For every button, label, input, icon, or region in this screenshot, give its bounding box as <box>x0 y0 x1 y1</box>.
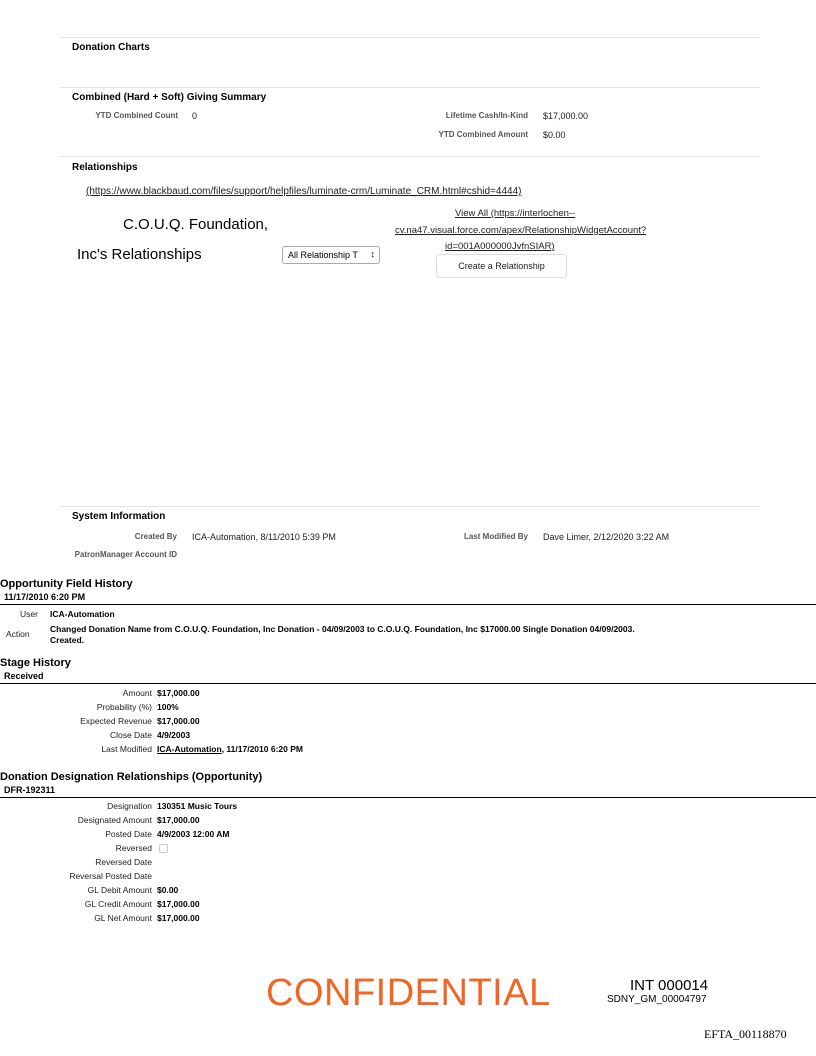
org-name-line1: C.O.U.Q. Foundation, <box>123 216 269 233</box>
stage-row-label: Probability (%) <box>96 702 152 712</box>
action-label: Action <box>6 629 30 639</box>
patron-account-label: PatronManager Account ID <box>74 550 177 559</box>
system-info-title: System Information <box>72 511 166 522</box>
designation-row-value: $17,000.00 <box>157 815 200 825</box>
giving-summary-title: Combined (Hard + Soft) Giving Summary <box>72 92 267 103</box>
int-number: INT 000014 <box>630 977 709 994</box>
designation-title: Donation Designation Relationships (Opportunity) <box>0 771 263 783</box>
stage-name: Received <box>4 671 44 681</box>
efta-number: EFTA_00118870 <box>704 1027 787 1041</box>
ytd-amount-value: $0.00 <box>543 130 566 140</box>
stage-row-value: 4/9/2003 <box>157 730 191 740</box>
designation-row-value: 4/9/2003 12:00 AM <box>157 829 230 839</box>
divider <box>60 37 760 38</box>
user-value: ICA-Automation <box>50 609 115 619</box>
designation-row-label: Reversed <box>115 843 152 853</box>
field-history-title: Opportunity Field History <box>0 578 133 590</box>
relationship-type-value: All Relationship T <box>288 250 358 260</box>
stage-row-value: $17,000.00 <box>157 688 200 698</box>
designation-row-label: GL Debit Amount <box>87 885 152 895</box>
ytd-count-label: YTD Combined Count <box>95 111 178 120</box>
designation-row-label: GL Credit Amount <box>84 899 152 909</box>
confidential-stamp: CONFIDENTIAL <box>266 972 551 1014</box>
help-link[interactable]: (https://www.blackbaud.com/files/support/helpfiles/luminate-crm/Luminate_CRM.html#cshid=4444) <box>86 186 522 197</box>
stage-row-value: 100% <box>157 702 179 712</box>
divider <box>60 156 760 157</box>
divider <box>60 87 760 88</box>
last-modified-label: Last Modified By <box>463 532 528 541</box>
action-value-line1: Changed Donation Name from C.O.U.Q. Foundation, Inc Donation - 04/09/2003 to C.O.U.Q. Foundation, Inc $17000.00 Single Donation 04/09/2003. <box>50 624 635 634</box>
reversed-checkbox[interactable] <box>159 844 168 853</box>
designation-row-label: Reversed Date <box>95 857 152 867</box>
created-by-value: ICA-Automation, 8/11/2010 5:39 PM <box>192 532 336 542</box>
last-modified-user-link[interactable]: ICA-Automation <box>157 744 222 754</box>
divider <box>0 604 816 605</box>
designation-row-label: Designated Amount <box>77 815 152 825</box>
designation-row-value: $17,000.00 <box>157 913 200 923</box>
designation-row-value: $0.00 <box>157 885 179 895</box>
relationship-type-select[interactable] <box>282 246 380 264</box>
stage-row-label: Close Date <box>109 730 152 740</box>
designation-id: DFR-192311 <box>4 785 56 795</box>
designation-row-value: 130351 Music Tours <box>157 801 238 811</box>
action-value-line2: Created. <box>50 635 85 645</box>
divider <box>60 506 760 507</box>
stage-history-title: Stage History <box>0 657 71 669</box>
org-name-line2: Inc's Relationships <box>77 246 202 263</box>
donation-charts-title: Donation Charts <box>72 42 150 53</box>
lifetime-label: Lifetime Cash/In-Kind <box>445 111 528 120</box>
user-label: User <box>20 609 38 619</box>
designation-row-label: Posted Date <box>105 829 152 839</box>
view-all-link-line2[interactable]: cv.na47.visual.force.com/apex/RelationshipWidgetAccount? <box>395 225 647 236</box>
ytd-count-value: 0 <box>192 111 198 121</box>
last-modified-value: Dave Limer, 2/12/2020 3:22 AM <box>543 532 670 542</box>
view-all-link-line1[interactable]: View All (https://interlochen-- <box>455 208 576 219</box>
stage-last-modified-label: Last Modified <box>101 744 152 754</box>
last-modified-date: , 11/17/2010 6:20 PM <box>221 744 303 754</box>
field-history-date: 11/17/2010 6:20 PM <box>4 592 86 602</box>
select-arrows-icon: ↕ <box>370 249 375 259</box>
create-relationship-button[interactable]: Create a Relationship <box>436 254 567 278</box>
divider <box>0 683 816 684</box>
designation-row-value: $17,000.00 <box>157 899 200 909</box>
created-by-label: Created By <box>134 532 177 541</box>
ytd-amount-label: YTD Combined Amount <box>438 130 528 139</box>
relationships-title: Relationships <box>72 162 138 173</box>
designation-row-label: Designation <box>107 801 152 811</box>
designation-row-label: Reversal Posted Date <box>69 871 152 881</box>
sdny-number: SDNY_GM_00004797 <box>607 994 707 1005</box>
stage-row-value: $17,000.00 <box>157 716 200 726</box>
lifetime-value: $17,000.00 <box>543 111 589 121</box>
stage-row-label: Amount <box>122 688 152 698</box>
stage-last-modified-value <box>157 744 303 754</box>
designation-row-label: GL Net Amount <box>94 913 152 923</box>
view-all-link-line3[interactable]: id=001A000000JvfnSIAR) <box>445 241 555 252</box>
stage-row-label: Expected Revenue <box>80 716 152 726</box>
divider <box>0 797 816 798</box>
